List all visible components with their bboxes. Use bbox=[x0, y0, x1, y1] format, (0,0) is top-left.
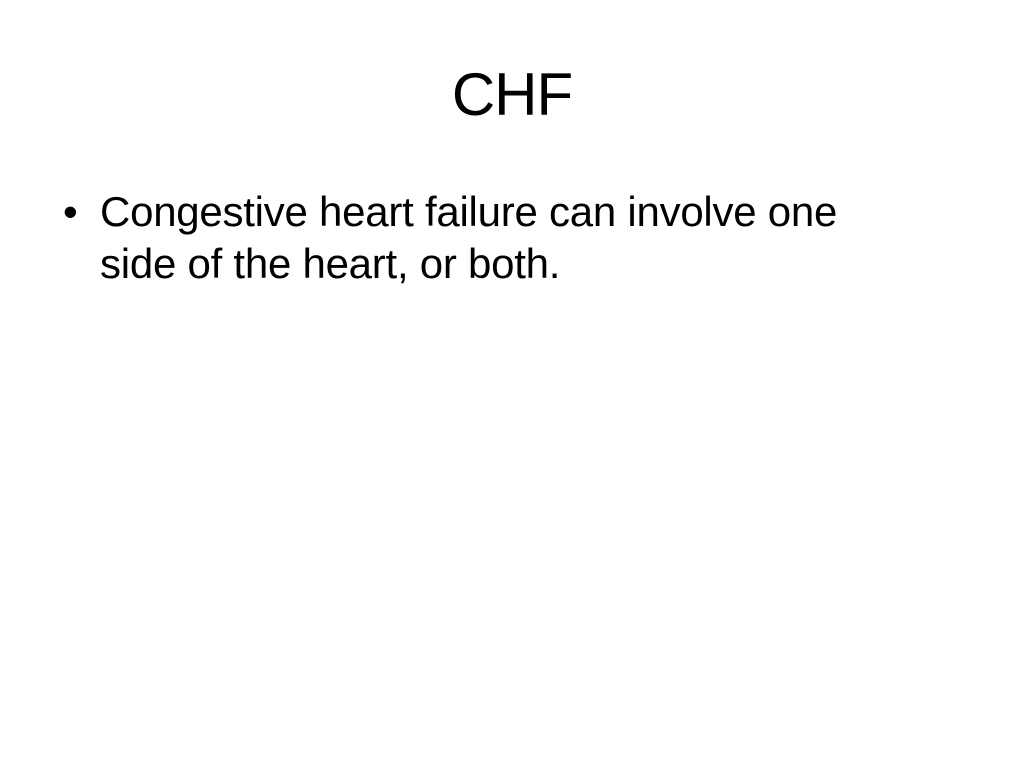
bullet-text: Congestive heart failure can involve one side of the heart, or both. bbox=[100, 188, 838, 287]
bullet-marker: • bbox=[63, 188, 78, 235]
bullet-list bbox=[63, 186, 923, 290]
list-item bbox=[63, 186, 923, 290]
slide-title: CHF bbox=[451, 61, 573, 128]
